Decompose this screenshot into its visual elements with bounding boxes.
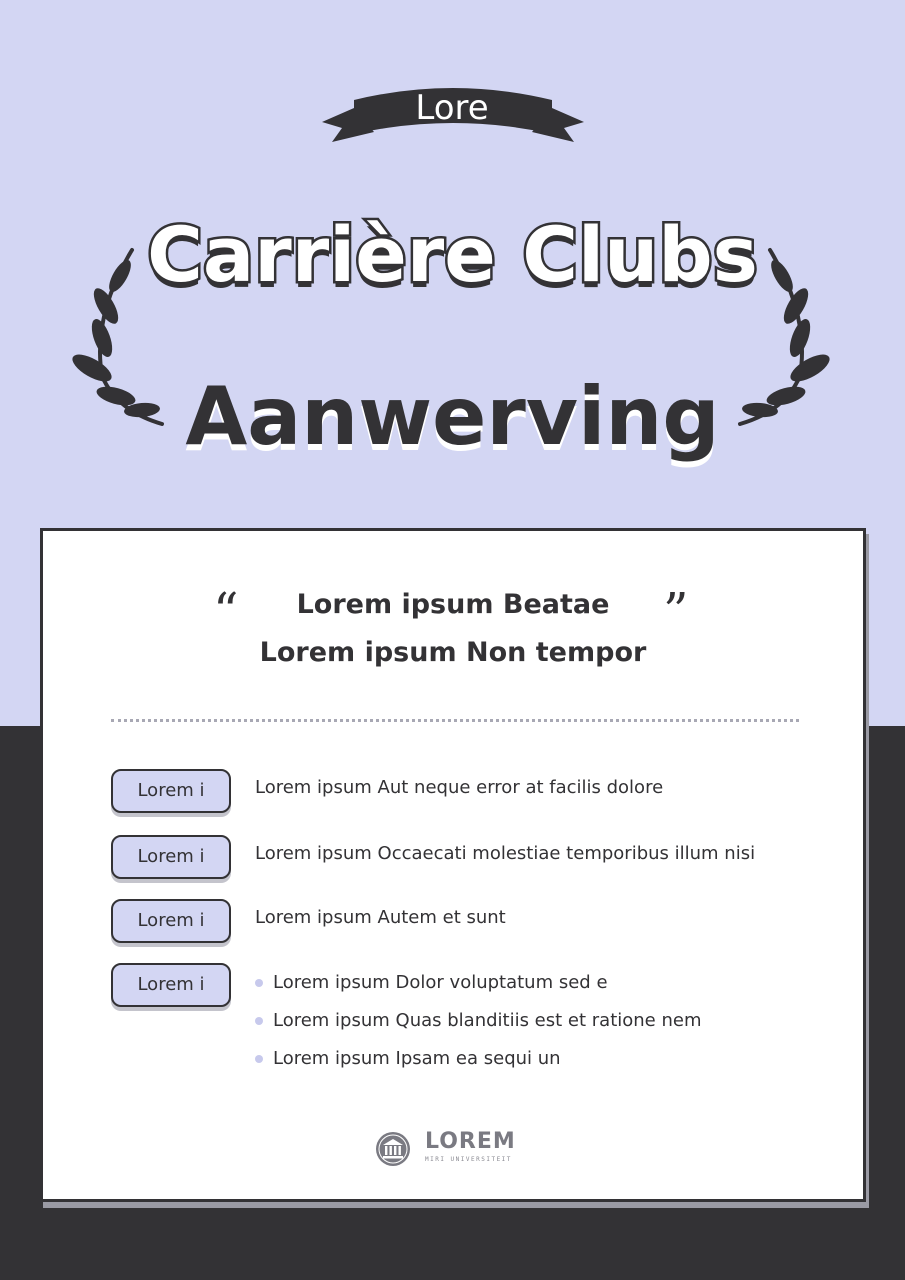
logo-subtitle: MIRI UNIVERSITEIT (425, 1156, 512, 1163)
row-tag-4: Lorem i (111, 963, 231, 1007)
quote-line-1: Lorem ipsum Beatae (296, 589, 610, 620)
university-logo (375, 1129, 535, 1171)
logo-name: LOREM (425, 1129, 516, 1154)
university-building-icon (375, 1131, 411, 1167)
ribbon-label: Lore (415, 88, 489, 128)
row-tag-3: Lorem i (111, 899, 231, 943)
row-text-1: Lorem ipsum Aut neque error at facilis dolore (255, 777, 664, 798)
close-quote-icon: ” (663, 582, 689, 640)
headline-line-1: Carrière Clubs (147, 210, 758, 299)
dotted-divider (111, 719, 799, 722)
content-card (40, 528, 866, 1202)
open-quote-icon: “ (213, 582, 239, 640)
row-tag-1: Lorem i (111, 769, 231, 813)
headline-line-2: Aanwerving (185, 370, 720, 463)
bullet-list (255, 971, 702, 1085)
row-text-2: Lorem ipsum Occaecati molestiae temporibus illum nisi (255, 843, 756, 864)
list-item: Lorem ipsum Dolor voluptatum sed e (255, 971, 702, 1009)
row-text-3: Lorem ipsum Autem et sunt (255, 907, 506, 928)
list-item: Lorem ipsum Quas blanditiis est et ratione nem (255, 1009, 702, 1047)
quote-line-2: Lorem ipsum Non tempor (259, 637, 647, 668)
list-item: Lorem ipsum Ipsam ea sequi un (255, 1047, 702, 1085)
row-tag-2: Lorem i (111, 835, 231, 879)
